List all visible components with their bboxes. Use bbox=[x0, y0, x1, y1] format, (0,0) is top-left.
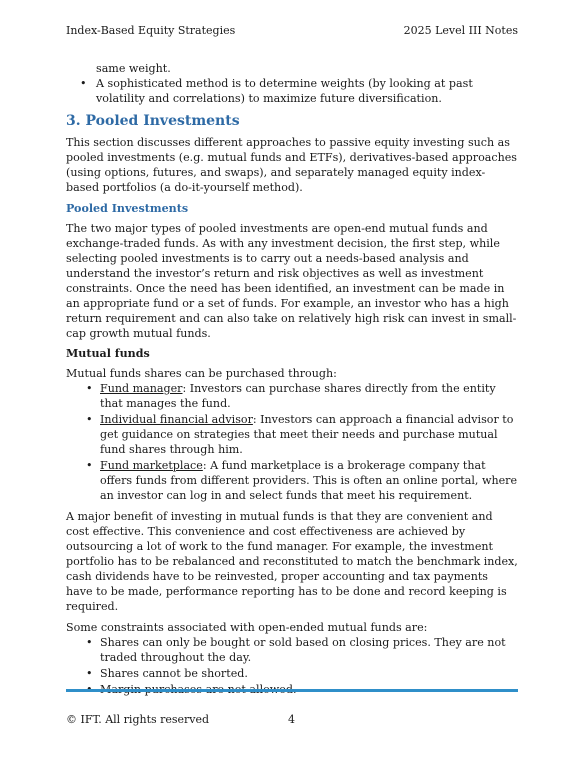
benefit-paragraph: A major benefit of investing in mutual funds is that they are convenient and cost effective. This convenience and cost effectiveness are achieved by outsourcing a lot of work to the fund manager. For example, the investment portfolio has to be rebalanced and reconstituted to match the benchmark index, cash dividends have to be reinvested, proper accounting and tax payments have to be made, performance reporting has to be done and record keeping is required. bbox=[66, 510, 518, 613]
list-item bbox=[66, 412, 518, 457]
subsection-heading: Pooled Investments bbox=[66, 202, 189, 215]
header-edition: 2025 Level III Notes bbox=[403, 24, 518, 37]
term-fund-manager: Fund manager bbox=[100, 382, 183, 395]
list-item: • A sophisticated method is to determine weights (by looking at past volatility and correlations) to maximize future diversification. bbox=[66, 76, 518, 106]
item-text: : Investors can approach a financial advisor to get guidance on strategies that meet their needs and purchase mutual fund shares through him. bbox=[100, 413, 514, 456]
item-text: : A fund marketplace is a brokerage company that offers funds from different providers. This is often an online portal, where an investor can log in and select funds that meet his requirement. bbox=[100, 459, 518, 502]
list-item bbox=[66, 458, 518, 503]
list-item: • Shares cannot be shorted. bbox=[66, 666, 518, 681]
item-text: : Investors can purchase shares directly from the entity that manages the fund. bbox=[100, 382, 496, 410]
footer-divider bbox=[66, 689, 518, 692]
header-title: Index-Based Equity Strategies bbox=[66, 24, 236, 37]
section-heading: 3. Pooled Investments bbox=[66, 113, 240, 129]
intro-bullet-list bbox=[66, 76, 518, 106]
constraints-lead: Some constraints associated with open-ended mutual funds are: bbox=[66, 621, 428, 634]
page-number: 4 bbox=[288, 713, 295, 726]
continued-text: same weight. bbox=[96, 62, 171, 75]
list-item: • Shares can only be bought or sold based on closing prices. They are not traded throughout the day. bbox=[66, 635, 518, 665]
page-header bbox=[66, 24, 518, 38]
page-content bbox=[66, 61, 518, 698]
list-item bbox=[66, 381, 518, 411]
section-intro: This section discusses different approaches to passive equity investing such as pooled investments (e.g. mutual funds and ETFs), derivatives-based approaches (using options, futures, and swaps), and separately managed equity index-based portfolios (a do-it-yourself method). bbox=[66, 136, 517, 194]
subsection-paragraph: The two major types of pooled investments are open-end mutual funds and exchange-traded funds. As with any investment decision, the first step, while selecting pooled investments is to carry out a needs-based analysis and understand the investor’s return and risk objectives as well as investment constraints. Once the need has been identified, an investment can be made in an appropriate fund or a set of funds. For example, an investor who has a high return requirement and can also take on relatively high risk can invest in small-cap growth mutual funds. bbox=[66, 222, 517, 340]
purchase-channels-list bbox=[66, 381, 518, 503]
mutual-funds-heading: Mutual funds bbox=[66, 347, 150, 360]
footer-copyright: © IFT. All rights reserved bbox=[66, 713, 210, 726]
term-fund-marketplace: Fund marketplace bbox=[100, 459, 203, 472]
constraints-list bbox=[66, 635, 518, 697]
term-financial-advisor: Individual financial advisor bbox=[100, 413, 253, 426]
mutual-funds-lead: Mutual funds shares can be purchased through: bbox=[66, 367, 337, 380]
